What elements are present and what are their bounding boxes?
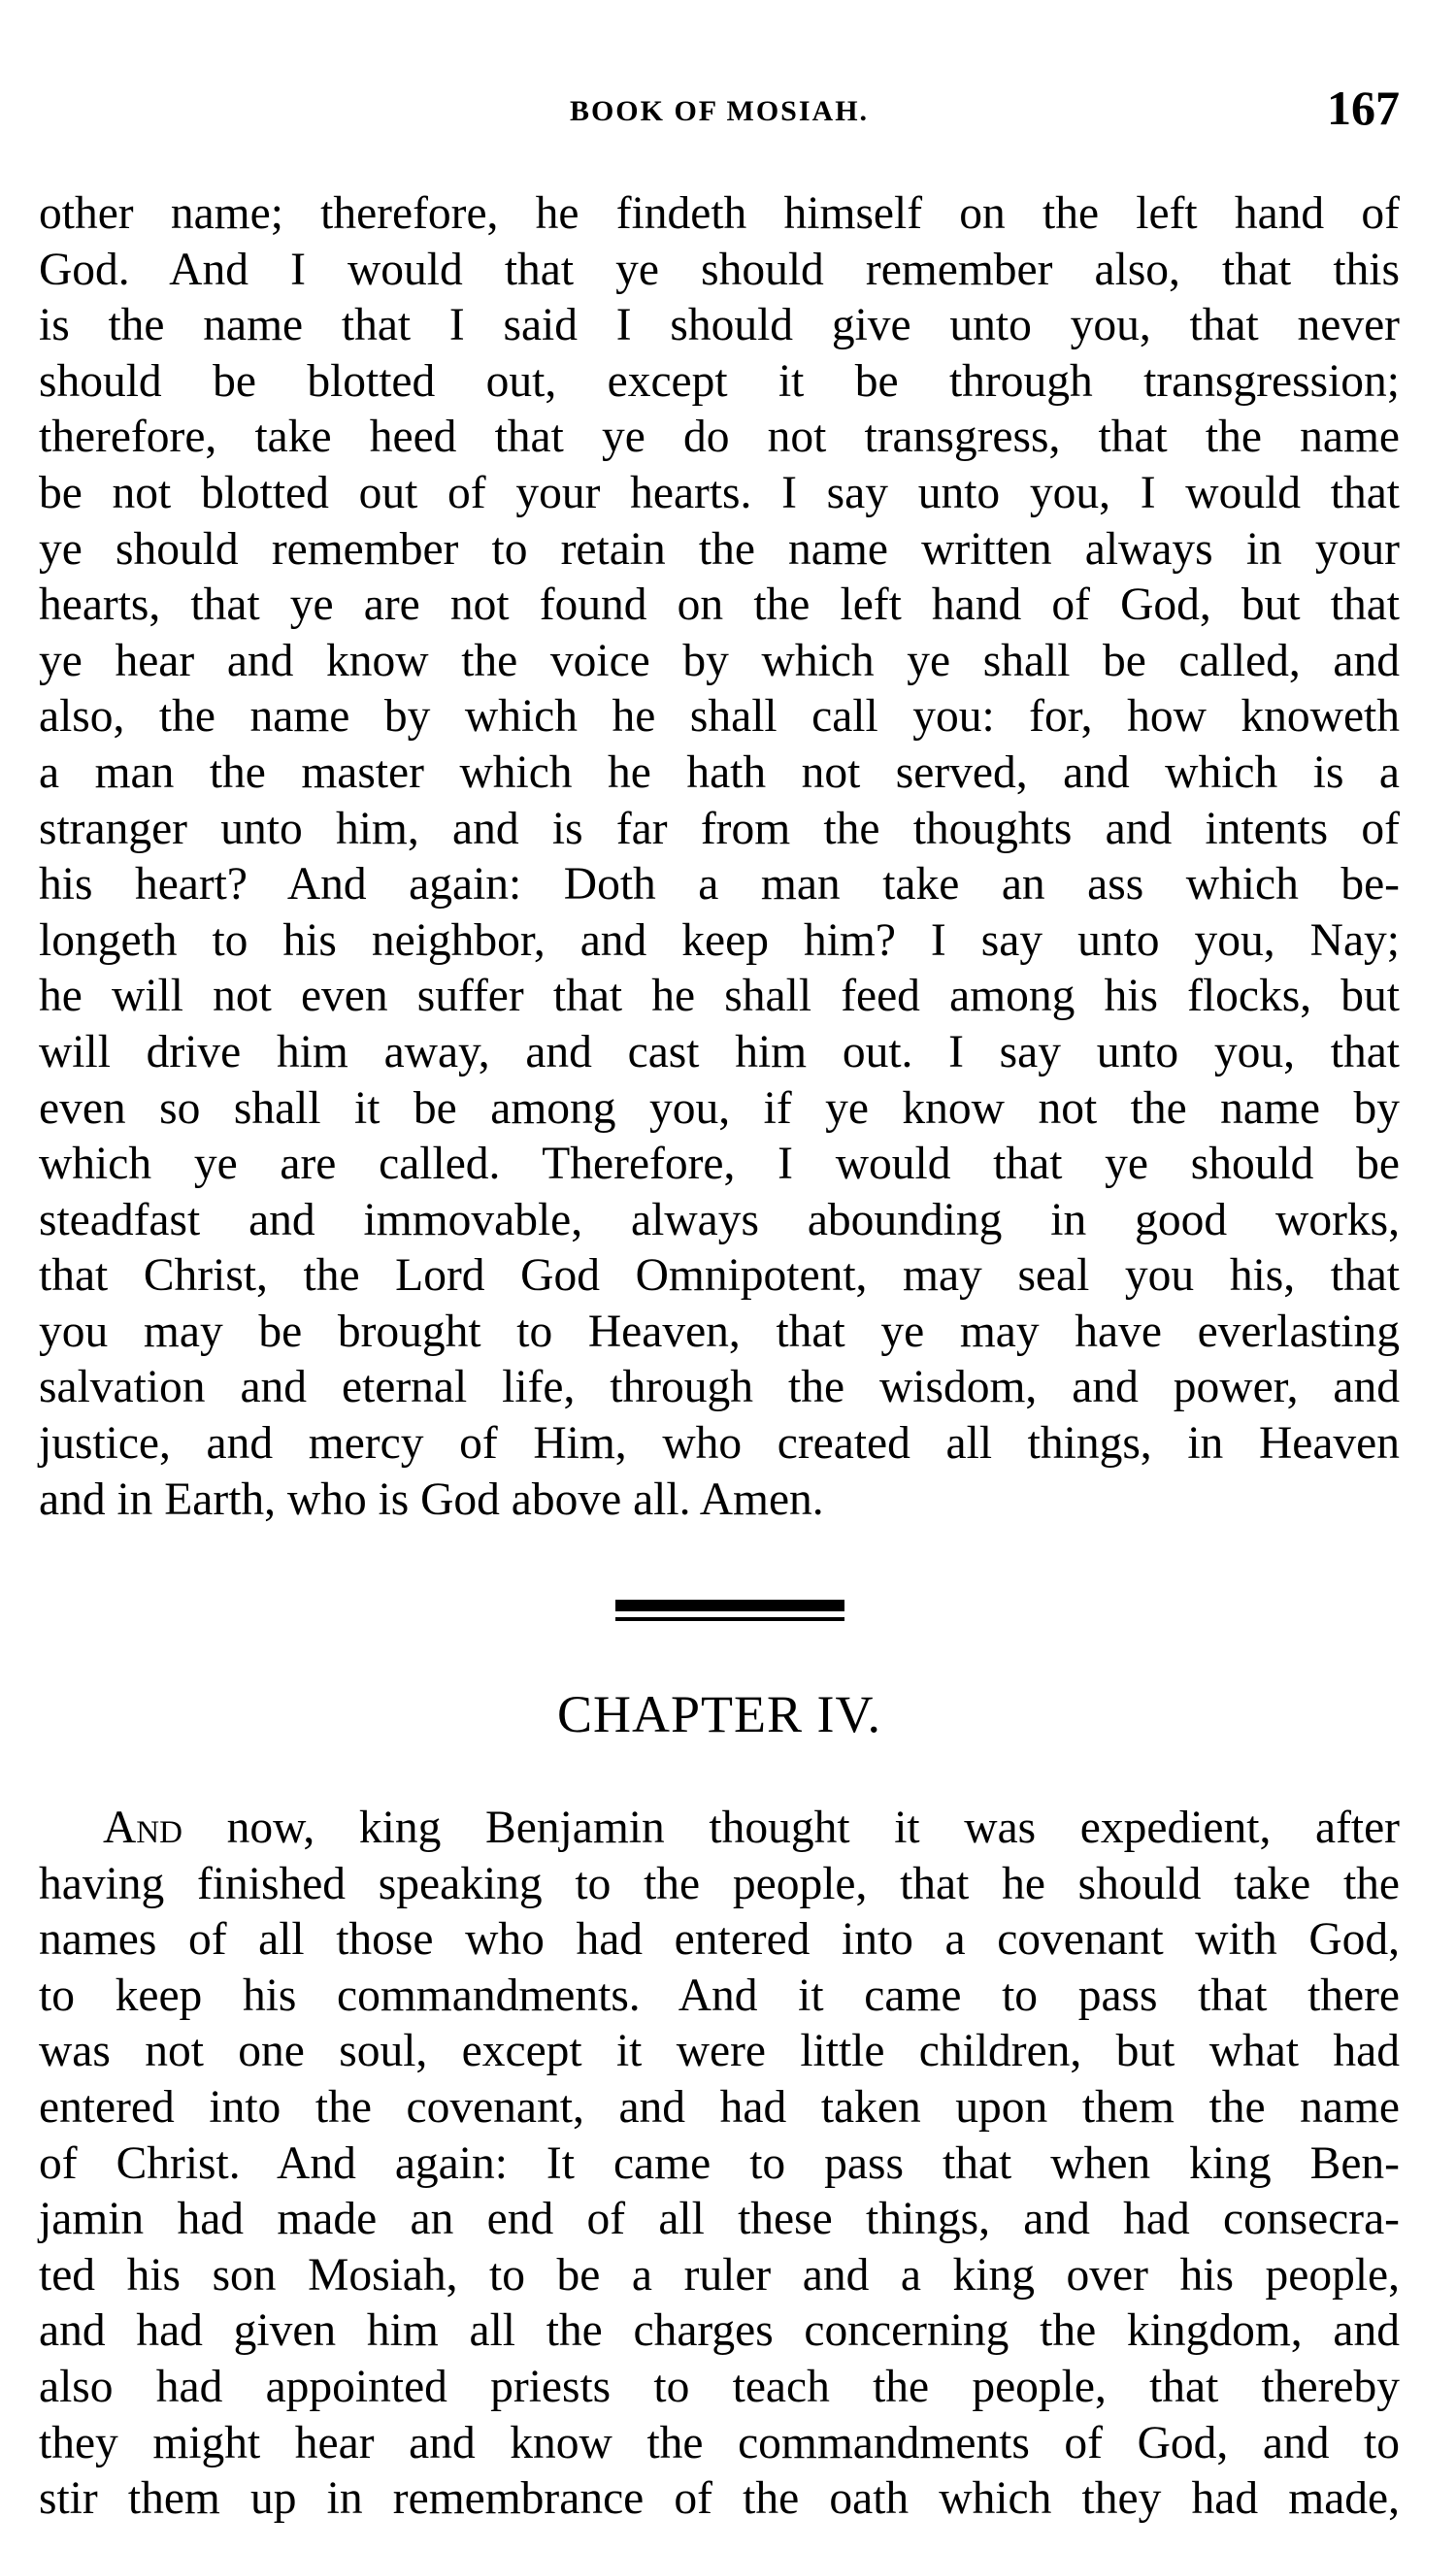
chapter-paragraph (39, 1801, 1400, 2528)
text-line: therefore, take heed that ye do not transgress, that the name (39, 412, 1400, 463)
section-divider-thin (615, 1617, 844, 1621)
chapter-heading: CHAPTER IV. (556, 1685, 882, 1743)
text-line: entered into the covenant, and had taken upon them the name (39, 2081, 1400, 2133)
text-line: was not one soul, except it were little children, but what had (39, 2026, 1400, 2077)
text-line: also had appointed priests to teach the people, that thereby (39, 2361, 1400, 2412)
chapter-first-line-text: now, king Benjamin thought it was expedient, after (182, 1803, 1400, 1853)
text-line: hearts, that ye are not found on the left hand of God, but that (39, 580, 1400, 631)
running-title: BOOK OF MOSIAH. (569, 95, 870, 127)
text-line: to keep his commandments. And it came to pass that there (39, 1970, 1400, 2021)
text-line: you may be brought to Heaven, that ye may have everlasting (39, 1306, 1400, 1357)
text-line: and in Earth, who is God above all. Amen. (39, 1474, 824, 1525)
text-line: of Christ. And again: It came to pass that when king Ben- (39, 2137, 1400, 2189)
text-line: jamin had made an end of all these things, and had consecra- (39, 2194, 1400, 2245)
text-line: he will not even suffer that he shall feed among his flocks, but (39, 971, 1400, 1022)
text-line: be not blotted out of your hearts. I say unto you, I would that (39, 467, 1400, 518)
text-line: his heart? And again: Doth a man take an ass which be- (39, 859, 1400, 911)
text-line: also, the name by which he shall call you: for, how knoweth (39, 691, 1400, 743)
section-divider-thick (615, 1600, 844, 1611)
running-head (39, 80, 1400, 138)
text-line: ye should remember to retain the name written always in your (39, 523, 1400, 575)
text-line: stranger unto him, and is far from the thoughts and intents of (39, 803, 1400, 854)
text-line: a man the master which he hath not served, and which is a (39, 746, 1400, 798)
text-line: which ye are called. Therefore, I would that ye should be (39, 1139, 1400, 1190)
chapter-first-line (39, 1801, 1400, 1857)
text-line: names of all those who had entered into a covenant with God, (39, 1914, 1400, 1966)
text-line: ye hear and know the voice by which ye shall be called, and (39, 635, 1400, 686)
text-line: will drive him away, and cast him out. I say unto you, that (39, 1026, 1400, 1077)
text-line: and had given him all the charges concerning the kingdom, and (39, 2305, 1400, 2357)
text-line: justice, and mercy of Him, who created all things, in Heaven (39, 1418, 1400, 1470)
text-line: stir them up in remembrance of the oath which they had made, (39, 2473, 1400, 2525)
text-line: salvation and eternal life, through the wisdom, and power, and (39, 1362, 1400, 1413)
page-number: 167 (1327, 81, 1400, 135)
text-line: longeth to his neighbor, and keep him? I say unto you, Nay; (39, 914, 1400, 966)
text-line: is the name that I said I should give unto you, that never (39, 300, 1400, 351)
text-line: even so shall it be among you, if ye know not the name by (39, 1082, 1400, 1134)
continuation-paragraph (39, 186, 1400, 1528)
text-line: having finished speaking to the people, that he should take the (39, 1858, 1400, 1909)
text-line: steadfast and immovable, always abounding in good works, (39, 1194, 1400, 1245)
text-line: other name; therefore, he findeth himself on the left hand of (39, 188, 1400, 239)
text-line: they might hear and know the commandments of God, and to (39, 2417, 1400, 2468)
text-line: ted his son Mosiah, to be a ruler and a king over his people, (39, 2249, 1400, 2301)
text-line: should be blotted out, except it be through transgression; (39, 355, 1400, 407)
text-line: that Christ, the Lord God Omnipotent, may seal you his, that (39, 1250, 1400, 1302)
drop-word: And (103, 1803, 182, 1853)
text-line: God. And I would that ye should remember also, that this (39, 244, 1400, 295)
